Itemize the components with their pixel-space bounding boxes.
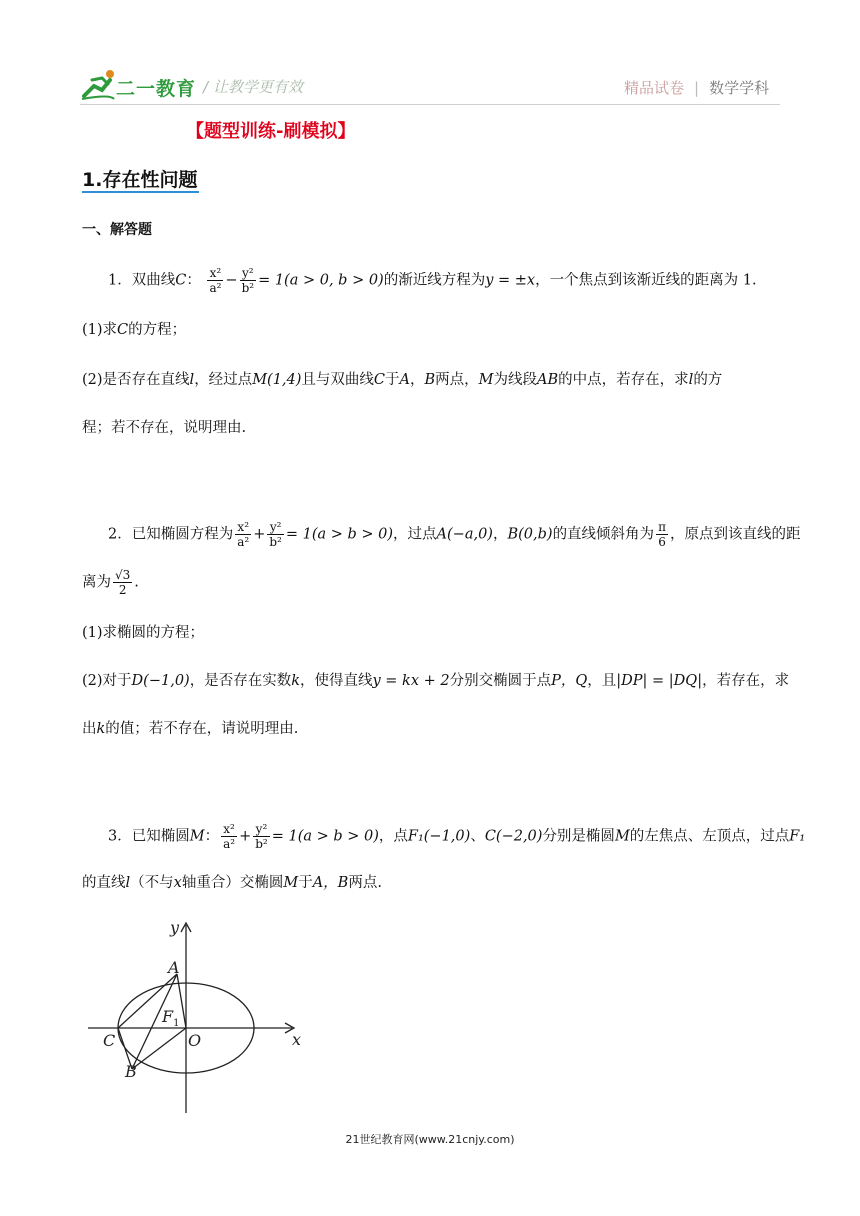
label-O: O (188, 1031, 202, 1050)
fraction: $\frac{\text{y²}}{\text{b²}}$ (241, 266, 255, 295)
label-y: y (170, 918, 180, 937)
label-A: A (168, 958, 180, 977)
brand-name: 二一教育 (116, 78, 197, 100)
fraction: $\frac{\pi}{6}$ (658, 520, 666, 549)
label-B: B (125, 1062, 137, 1081)
q3-stem-cont: 的直线l（不与x轴重合）交椭圆M于A，B两点. (82, 875, 382, 891)
fraction: $\frac{√3}{2}$ (115, 568, 131, 597)
label-C: C (103, 1031, 116, 1050)
header-separator: | (694, 79, 700, 97)
fraction: $\frac{\text{x²}}{\text{a²}}$ (223, 822, 236, 851)
quality-label: 精品试卷 (624, 79, 685, 97)
fraction: $\frac{\text{x²}}{\text{a²}}$ (209, 266, 222, 295)
section-underline (82, 191, 199, 193)
q2-part1: (1)求椭圆的方程； (82, 625, 205, 641)
label-F1: $F_1$ (162, 1007, 180, 1029)
q2-part2-cont: 出k的值；若不存在，请说明理由. (82, 721, 299, 737)
q2-stem: 2．已知椭圆方程为 $\frac{\text{x²}}{\text{a²}}$ + $\frac{\text{y²}}{\text{b²}}$ = 1(a > b > 0)，过点A(−a,0)，B(0,b)的直线倾斜角为 $\frac{\pi}{6}$ ，原点到该直线的距 (108, 520, 801, 549)
fraction: $\frac{\text{x²}}{\text{a²}}$ (237, 520, 250, 549)
q1-part2-cont: 程；若不存在，说明理由. (82, 420, 247, 436)
q1-stem: 1．双曲线C： $\frac{\text{x²}}{\text{a²}}$ − $\frac{\text{y²}}{\text{b²}}$ = 1(a > 0, b > 0)的渐近线方程为y = ±x，一个焦点到该渐近线的距离为 1. (108, 266, 757, 295)
ellipse-figure (80, 915, 320, 1115)
subject-label: 数学学科 (709, 79, 770, 97)
q3-stem: 3．已知椭圆M： $\frac{\text{x²}}{\text{a²}}$ + $\frac{\text{y²}}{\text{b²}}$ = 1(a > b > 0)，点F₁(−1,0)、C(−2,0)分别是椭圆M的左焦点、左顶点，过点F₁ (108, 822, 806, 851)
fraction: $\frac{\text{y²}}{\text{b²}}$ (269, 520, 282, 549)
fraction: $\frac{\text{y²}}{\text{b²}}$ (255, 822, 268, 851)
q2-stem-cont: 离为 $\frac{√3}{2}$ . (82, 568, 139, 597)
q2-part2: (2)对于D(−1,0)，是否存在实数k，使得直线y = kx + 2分别交椭圆于点P，Q，且|DP| = |DQ|，若存在，求 (82, 673, 790, 689)
footer: 21世纪教育网(www.21cnjy.com) (345, 1133, 515, 1146)
part-heading: 一、解答题 (82, 222, 152, 238)
slogan: / 让教学更有效 (203, 78, 303, 96)
q1-part1: (1)求C的方程； (82, 322, 187, 338)
header-right (624, 77, 769, 98)
q1-part2: (2)是否存在直线l，经过点M(1,4)且与双曲线C于A，B两点，M为线段AB的中点，若存在，求l的方 (82, 372, 723, 388)
page-title: 【题型训练-刷模拟】 (186, 121, 356, 142)
label-x: x (292, 1030, 302, 1049)
header-divider (80, 104, 780, 105)
segment-BO (132, 1028, 186, 1069)
section-title: 1.存在性问题 (82, 169, 198, 191)
